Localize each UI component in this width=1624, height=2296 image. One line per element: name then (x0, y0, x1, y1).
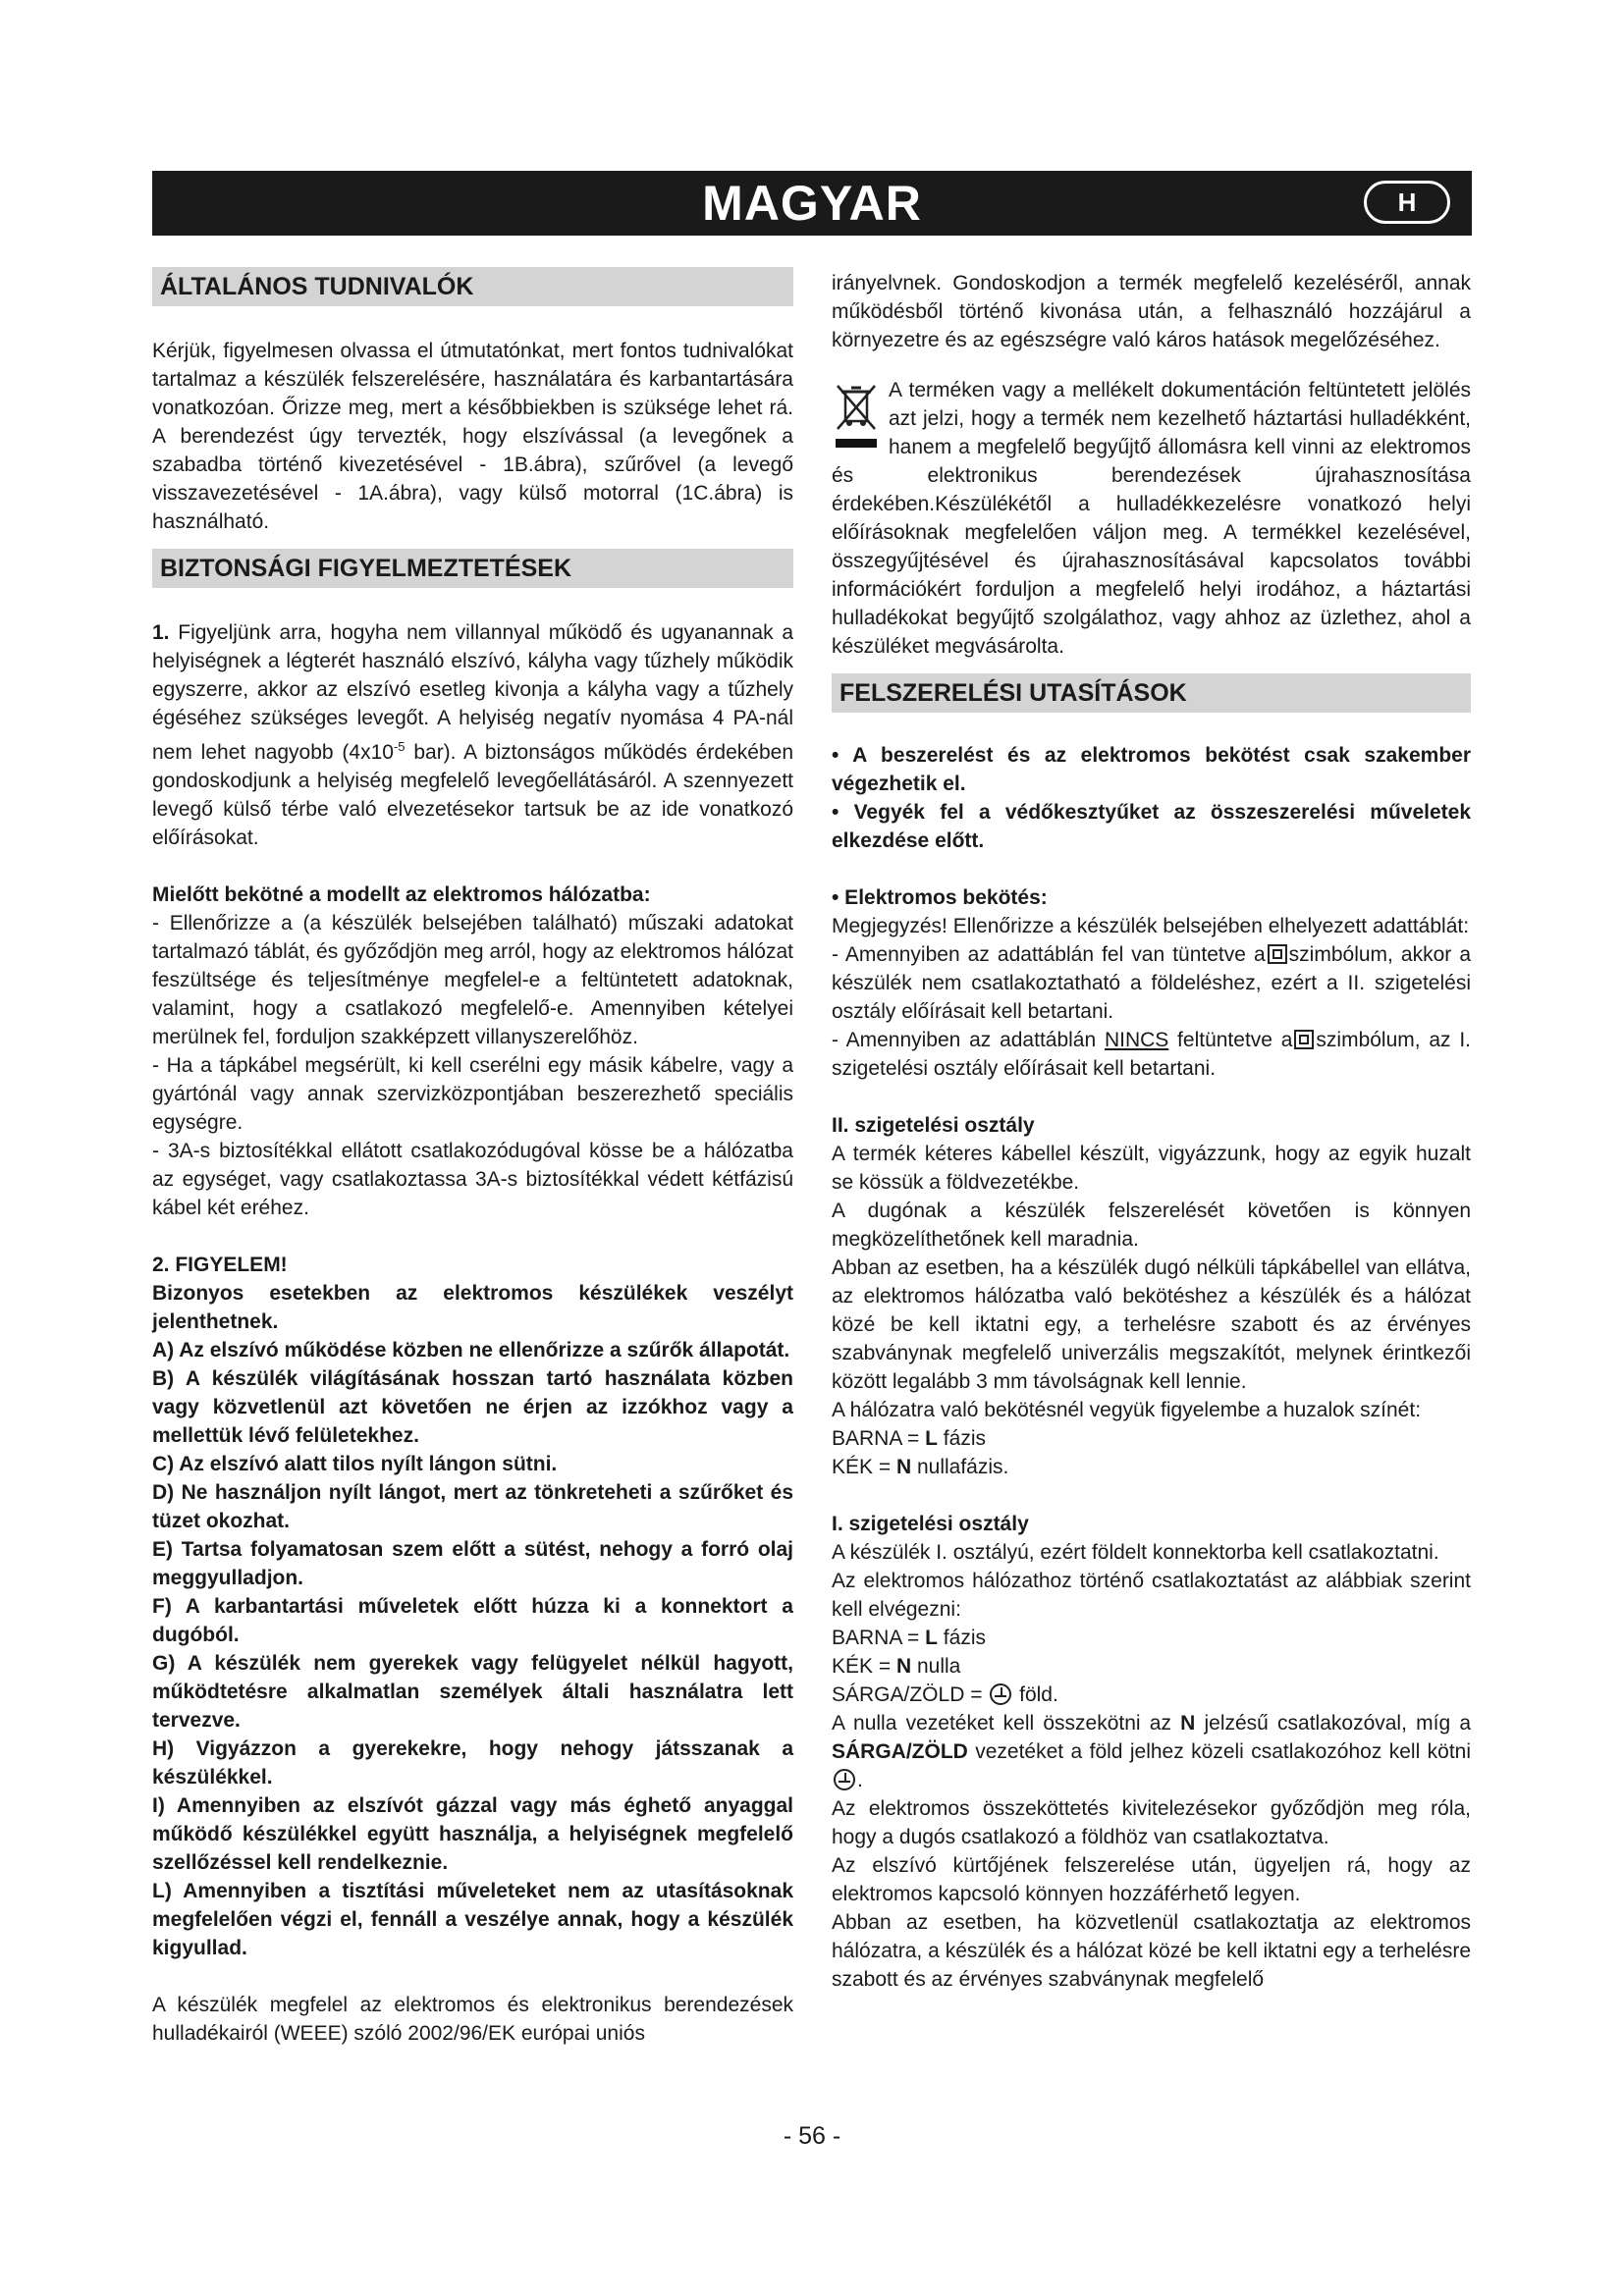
class-1-title: I. szigetelési osztály (832, 1513, 1029, 1535)
installation-bullet: • Vegyék fel a védőkesztyűket az összeszerelési műveletek elkezdése előtt. (832, 801, 1471, 852)
wire-colour-blue: KÉK = N nullafázis. (832, 1456, 1009, 1478)
warning-item: E) Tartsa folyamatosan szem előtt a sütést, nehogy a forró olaj meggyulladjon. (152, 1538, 793, 1589)
wire-colour-brown: BARNA = L fázis (832, 1627, 986, 1649)
before-connection-item: - Ha a tápkábel megsérült, ki kell cserélni egy másik kábelre, vagy a gyártónál vagy annak szervizközpontjában beszerezhető speciális egységre. (152, 1054, 793, 1134)
warning-item: B) A készülék világításának hosszan tartó használata közben vagy közvetlenül azt követően ne érjen az izzókhoz vagy a mellettük lévő felületekhez. (152, 1367, 793, 1447)
class-2-text: A hálózatra való bekötésnél vegyük figyelembe a huzalok színét: (832, 1399, 1422, 1421)
safety-paragraph-1: 1. Figyeljünk arra, hogyha nem villannyal működő és ugyanannak a helyiségnek a légterét használó elszívó, kályha vagy tűzhely működik egyszerre, akkor az elszívó esetleg kivonja a kályha vagy a tűzhely égéséhez szükséges levegőt. A helyiség negatív nyomása 4 PA-nál nem lehet nagyobb ($4x10^{-5}$ bar). A biztonságos működés érdekében gondoskodjunk a helyiség megfelelő levegőellátásáról. A szennyezett levegő külső térbe való elvezetésekor tartsuk be az ide vonatkozó előírásokat. (152, 621, 794, 849)
double-insulation-icon (1294, 1030, 1314, 1049)
wire-colour-blue: KÉK = N nulla (832, 1655, 961, 1678)
language-banner (152, 171, 1472, 236)
before-connection-title: Mielőtt bekötné a modellt az elektromos hálózatba: (152, 883, 651, 906)
class-1-text: Abban az esetben, ha közvetlenül csatlakoztatja az elektromos hálózatra, a készülék és a hálózat közé be kell iktatni egy a terhelésre szabott és az érvényes szabványnak megfelelő (832, 1911, 1471, 1991)
class-1-text: Az elektromos hálózathoz történő csatlakoztatást az alábbiak szerint kell elvégezni: (832, 1570, 1471, 1621)
class-1-text: Az elszívó kürtőjének felszerelése után, ügyeljen rá, hogy az elektromos kapcsoló könnyen hozzáférhető legyen. (832, 1854, 1471, 1905)
warning-item: D) Ne használjon nyílt lángot, mert az tönkreteheti a szűrőket és tüzet okozhat. (152, 1481, 793, 1532)
weee-symbol-paragraph: A terméken vagy a mellékelt dokumentáción feltüntetett jelölés azt jelzi, hogy a termék nem kezelhető háztartási hulladékként, hanem a megfelelő begyűjtő állomásra kell vinni az elektromos és elektronikus berendezések újrahasznosítása érdekében.Készülékétől a hulladékkezelésre vonatkozó helyi előírásoknak megfelelően váljon meg. A termékkel kezelésével, összegyűjtésével és újrahasznosításával kapcsolatos további információkért forduljon a megfelelő helyi irodához, a háztartási hulladékokat begyűjtő szolgálathoz, vagy ahhoz az üzlethez, ahol a készüléket megvásárolta. (832, 379, 1471, 658)
double-insulation-icon (1268, 944, 1287, 964)
class-2-text: A dugónak a készülék felszerelését követően is könnyen megközelíthetőnek kell maradnia. (832, 1200, 1471, 1251)
earth-ground-icon (990, 1683, 1011, 1705)
section-heading-installation: FELSZERELÉSI UTASÍTÁSOK (832, 673, 1471, 713)
earth-ground-icon (834, 1769, 855, 1790)
class-1-text: A készülék I. osztályú, ezért földelt konnektorba kell csatlakoztatni. (832, 1541, 1439, 1564)
class-1-text: Az elektromos összeköttetés kivitelezésekor győződjön meg róla, hogy a dugós csatlakozó a földhöz van csatlakoztatva. (832, 1797, 1471, 1848)
electrical-rule-1: - Amennyiben az adattáblán fel van tüntetve a szimbólum, akkor a készülék nem csatlakoztatható a földeléshez, ezért a II. szigetelési osztály előírásait kell betartani. (832, 943, 1472, 1023)
warning-item: G) A készülék nem gyerekek vagy felügyelet nélkül hagyott, működtetésre alkalmatlan személyek általi használatra lett tervezve. (152, 1652, 793, 1732)
electrical-connection-title: • Elektromos bekötés: (832, 886, 1048, 909)
class-2-text: A termék kéteres kábellel készült, vigyázzunk, hogy az egyik huzalt se kössük a földvezetékbe. (832, 1143, 1471, 1194)
before-connection-item: - 3A-s biztosítékkal ellátott csatlakozódugóval kösse be a hálózatba az egységet, vagy csatlakoztassa 3A-s biztosítékkal védett kétfázisú kábel két eréhez. (152, 1140, 793, 1219)
class-2-title: II. szigetelési osztály (832, 1114, 1035, 1137)
electrical-note: Megjegyzés! Ellenőrizze a készülék belsejében elhelyezett adattáblát: (832, 915, 1470, 937)
section-heading-safety: BIZTONSÁGI FIGYELMEZTETÉSEK (152, 549, 793, 588)
warning-item: F) A karbantartási műveletek előtt húzza ki a konnektort a dugóból. (152, 1595, 793, 1646)
warning-item: C) Az elszívó alatt tilos nyílt lángon sütni. (152, 1453, 558, 1475)
weee-text: A készülék megfelel az elektromos és elektronikus berendezések hulladékairól (WEEE) szóló 2002/96/EK európai uniós (152, 1994, 793, 2045)
wire-colour-brown: BARNA = L fázis (832, 1427, 986, 1450)
warning-title: 2. FIGYELEM! (152, 1254, 288, 1276)
language-badge: H (1364, 181, 1450, 224)
right-column (832, 269, 1471, 1994)
wire-colour-yellow-green: SÁRGA/ZÖLD = föld. (832, 1683, 1058, 1706)
warning-item: L) Amennyiben a tisztítási műveleteket nem az utasításoknak megfelelően végzi el, fennáll a veszélye annak, hogy a készülék kigyullad. (152, 1880, 793, 1959)
banner-title: MAGYAR (702, 176, 922, 231)
class-2-text: Abban az esetben, ha a készülék dugó nélküli tápkábellel van ellátva, az elektromos hálózatba való bekötéshez a készülék és a hálózat közé be kell iktatni egy, a terhelésre szabott és az érvényes szabványnak megfelelő univerzális megszakítót, melynek érintkezői között legalább 3 mm távolságnak kell lennie. (832, 1256, 1471, 1393)
crossed-bin-icon (832, 378, 881, 453)
before-connection-item: - Ellenőrizze a (a készülék belsejében található) műszaki adatokat tartalmazó táblát, és győződjön meg arról, hogy az elektromos hálózat feszültsége és teljesítménye megfelel-e a feltüntetett adatoknak, valamint, hogy a csatlakozó megfelelő-e. Amennyiben kételyei merülnek fel, forduljon szakképzett villanyszerelőhöz. (152, 912, 793, 1048)
warning-item: H) Vigyázzon a gyerekekre, hogy nehogy játsszanak a készülékkel. (152, 1737, 793, 1789)
page-number: - 56 - (783, 2122, 841, 2150)
electrical-rule-2: - Amennyiben az adattáblán NINCS feltüntetve a szimbólum, az I. szigetelési osztály előírásait kell betartani. (832, 1029, 1471, 1080)
installation-bullet: • A beszerelést és az elektromos bekötést csak szakember végezhetik el. (832, 744, 1471, 795)
weee-continuation: irányelvnek. Gondoskodjon a termék megfelelő kezeléséről, annak működésből történő kivonása után, a felhasználó hozzájárul a környezetre és az egészségre való káros hatások megelőzéséhez. (832, 272, 1471, 351)
left-column (152, 267, 793, 2048)
warning-item: A) Az elszívó működése közben ne ellenőrizze a szűrők állapotát. (152, 1339, 790, 1362)
section-heading-general: ÁLTALÁNOS TUDNIVALÓK (152, 267, 793, 306)
warning-item: I) Amennyiben az elszívót gázzal vagy más éghető anyaggal működő készülékkel együtt használja, a helyiségnek megfelelő szellőzéssel kell rendelkeznie. (152, 1794, 793, 1874)
general-info-text: Kérjük, figyelmesen olvassa el útmutatónkat, mert fontos tudnivalókat tartalmaz a készülék felszerelésére, használatára és karbantartására vonatkozóan. Őrizze meg, mert a későbbiekben is szüksége lehet rá. A berendezést úgy tervezték, hogy elszívással (a levegőnek a szabadba történő kivezetésével - 1B.ábra), szűrővel (a levegő visszavezetésével - 1A.ábra), vagy külső motorral (1C.ábra) is használható. (152, 340, 793, 533)
class-1-wiring-text: A nulla vezetéket kell összekötni az N jelzésű csatlakozóval, míg a SÁRGA/ZÖLD vezetéket a föld jelhez közeli csatlakozóhoz kell kötni . (832, 1712, 1471, 1791)
warning-intro: Bizonyos esetekben az elektromos készülékek veszélyt jelenthetnek. (152, 1282, 793, 1333)
